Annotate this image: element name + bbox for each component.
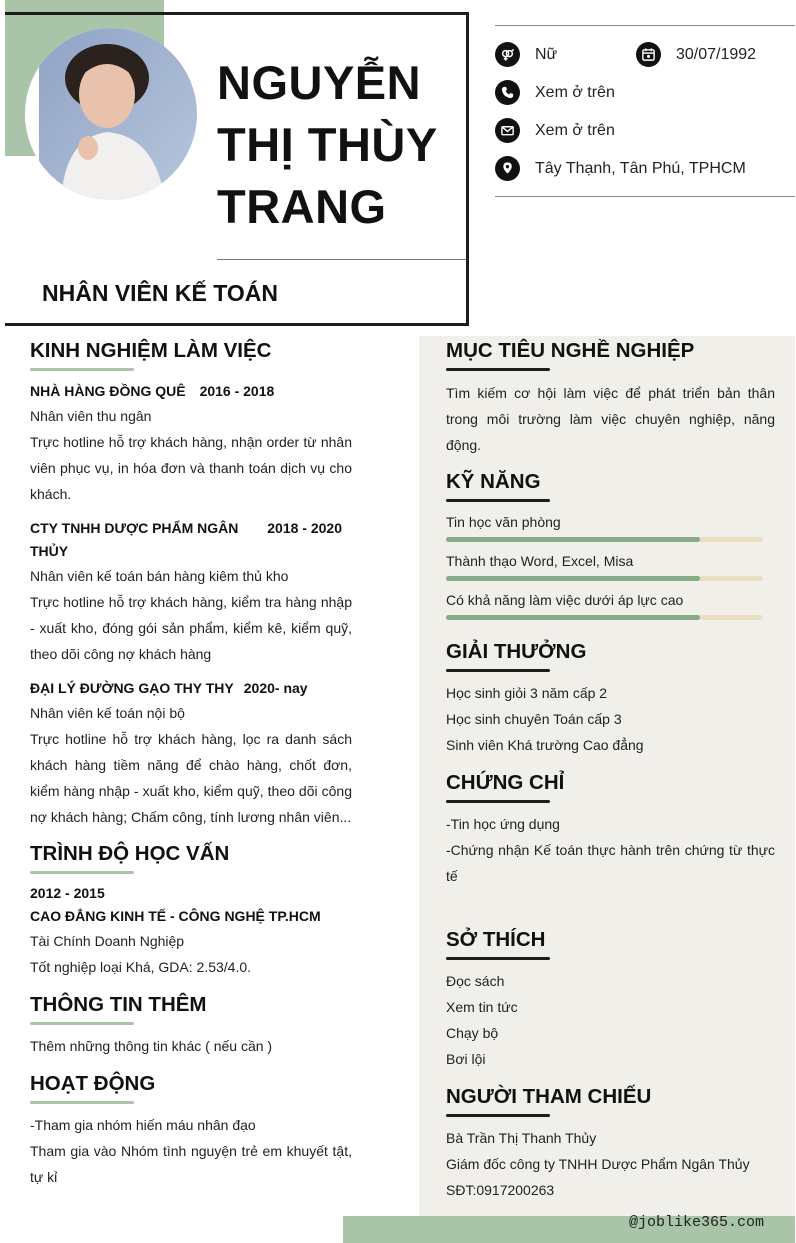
section-title: NGƯỜI THAM CHIẾU (446, 1085, 652, 1108)
section-title: THÔNG TIN THÊM (30, 993, 207, 1016)
education-section (30, 841, 352, 980)
awards-section (446, 639, 775, 758)
job-role: Nhân viên kế toán bán hàng kiêm thủ kho (30, 568, 289, 584)
hobby-line: Xem tin tức (446, 999, 518, 1015)
contact-gender (495, 42, 557, 67)
address-value: Tây Thạnh, Tân Phú, TPHCM (535, 159, 746, 177)
name-divider (217, 259, 466, 260)
section-title: KINH NGHIỆM LÀM VIỆC (30, 339, 272, 362)
award-line: Học sinh giỏi 3 năm cấp 2 (446, 685, 608, 701)
phone-icon (495, 80, 520, 105)
school-name: CAO ĐẲNG KINH TẾ - CÔNG NGHỆ TP.HCM (30, 908, 321, 924)
email-icon (495, 118, 520, 143)
job-role: Nhân viên kế toán nội bộ (30, 705, 185, 721)
objective-text: Tìm kiếm cơ hội làm việc để phát triển bản thân trong môi trường làm việc chuyên nghiệp, năng động. (446, 385, 775, 453)
hobby-line: Bơi lội (446, 1051, 486, 1067)
skill-bar (446, 537, 763, 542)
contact-divider-top (495, 25, 795, 26)
skill-label: Tin học văn phòng (446, 514, 561, 530)
skill-label: Có khả năng làm việc dưới áp lực cao (446, 592, 684, 608)
section-title: CHỨNG CHỈ (446, 771, 565, 794)
work-period: 2020- nay (243, 680, 308, 696)
section-underline (446, 957, 550, 960)
experience-item (30, 677, 352, 830)
award-line: Học sinh chuyên Toán cấp 3 (446, 711, 622, 727)
extra-info-text: Thêm những thông tin khác ( nếu cần ) (30, 1038, 273, 1054)
activities-section (30, 1071, 352, 1190)
work-period: 2016 - 2018 (199, 383, 275, 399)
objective-section (446, 338, 775, 458)
contact-birthday (636, 42, 756, 67)
activity-line: Tham gia vào Nhóm tình nguyện trẻ em khuyết tật, tự kỉ (30, 1143, 352, 1185)
activity-line: -Tham gia nhóm hiến máu nhân đạo (30, 1117, 256, 1133)
skill-bar (446, 576, 763, 581)
skills-section (446, 469, 775, 620)
candidate-name (217, 52, 462, 238)
name-line: NGUYỄN (217, 56, 422, 109)
email-value: Xem ở trên (535, 121, 615, 139)
section-title: GIẢI THƯỞNG (446, 640, 587, 663)
section-title: SỞ THÍCH (446, 928, 546, 951)
name-line: THỊ THÙY (217, 118, 438, 171)
certificates-section (446, 770, 775, 889)
section-title: MỤC TIÊU NGHỀ NGHIỆP (446, 339, 695, 362)
skill-label: Thành thạo Word, Excel, Misa (446, 553, 634, 569)
section-underline (446, 1114, 550, 1117)
company-name: NHÀ HÀNG ĐỒNG QUÊ (30, 383, 186, 399)
gender-value: Nữ (535, 45, 558, 63)
section-underline (30, 1022, 134, 1025)
skill-bar (446, 615, 763, 620)
job-title: NHÂN VIÊN KẾ TOÁN (42, 280, 278, 306)
location-icon (495, 156, 520, 181)
reference-line: Giám đốc công ty TNHH Dược Phẩm Ngân Thủy (446, 1156, 750, 1172)
extra-info-section (30, 992, 352, 1059)
phone-value: Xem ở trên (535, 83, 615, 101)
contact-email (495, 118, 615, 143)
company-name: CTY TNHH DƯỢC PHẨM NGÂN THỦY (30, 520, 239, 559)
certificate-line: -Chứng nhận Kế toán thực hành trên chứng từ thực tế (446, 842, 775, 884)
contact-divider-bottom (495, 196, 795, 197)
section-underline (30, 1101, 134, 1104)
skill-fill (446, 537, 700, 542)
section-underline (30, 368, 134, 371)
job-description: Trực hotline hỗ trợ khách hàng, kiểm tra hàng nhập - xuất kho, đóng gói sản phẩm, kiểm kê, kiểm quỹ, theo dõi công nợ khách hàng (30, 594, 352, 662)
job-description: Trực hotline hỗ trợ khách hàng, nhận order từ nhân viên phục vụ, in hóa đơn và thanh toán dịch vụ cho khách. (30, 434, 352, 502)
reference-line: SĐT:0917200263 (446, 1182, 555, 1198)
hobbies-section (446, 927, 775, 1072)
education-major: Tài Chính Doanh Nghiệp (30, 933, 185, 949)
section-title: HOẠT ĐỘNG (30, 1072, 156, 1095)
section-underline (446, 669, 550, 672)
contact-phone (495, 80, 615, 105)
reference-line: Bà Trần Thị Thanh Thủy (446, 1130, 597, 1146)
skill-fill (446, 576, 700, 581)
experience-item (30, 517, 352, 667)
company-name: ĐẠI LÝ ĐƯỜNG GẠO THY THY (30, 680, 234, 696)
section-underline (446, 368, 550, 371)
experience-item (30, 380, 352, 507)
section-underline (446, 499, 550, 502)
calendar-icon (636, 42, 661, 67)
certificate-line: -Tin học ứng dụng (446, 816, 560, 832)
job-description: Trực hotline hỗ trợ khách hàng, lọc ra danh sách khách hàng tiềm năng để chào hàng, chốt đơn, kiểm hàng nhập - xuất kho, kiểm quỹ, theo dõi công nợ khách hàng; Chấm công, tính lương nhân viên... (30, 731, 352, 825)
section-title: TRÌNH ĐỘ HỌC VẤN (30, 842, 230, 865)
section-underline (30, 871, 134, 874)
award-line: Sinh viên Khá trường Cao đẳng (446, 737, 644, 753)
watermark-text: @joblike365.com (628, 1214, 764, 1231)
section-underline (446, 800, 550, 803)
skill-fill (446, 615, 700, 620)
work-period: 2018 - 2020 (267, 520, 342, 536)
job-role: Nhân viên thu ngân (30, 408, 152, 424)
gender-icon (495, 42, 520, 67)
hobby-line: Đọc sách (446, 973, 505, 989)
contact-address (495, 156, 746, 181)
experience-section (30, 338, 352, 830)
education-result: Tốt nghiệp loại Khá, GDA: 2.53/4.0. (30, 959, 252, 975)
hobby-line: Chạy bộ (446, 1025, 499, 1041)
references-section (446, 1084, 775, 1203)
birthday-value: 30/07/1992 (676, 45, 757, 63)
name-line: TRANG (217, 180, 387, 233)
section-title: KỸ NĂNG (446, 470, 541, 493)
education-period: 2012 - 2015 (30, 885, 105, 901)
